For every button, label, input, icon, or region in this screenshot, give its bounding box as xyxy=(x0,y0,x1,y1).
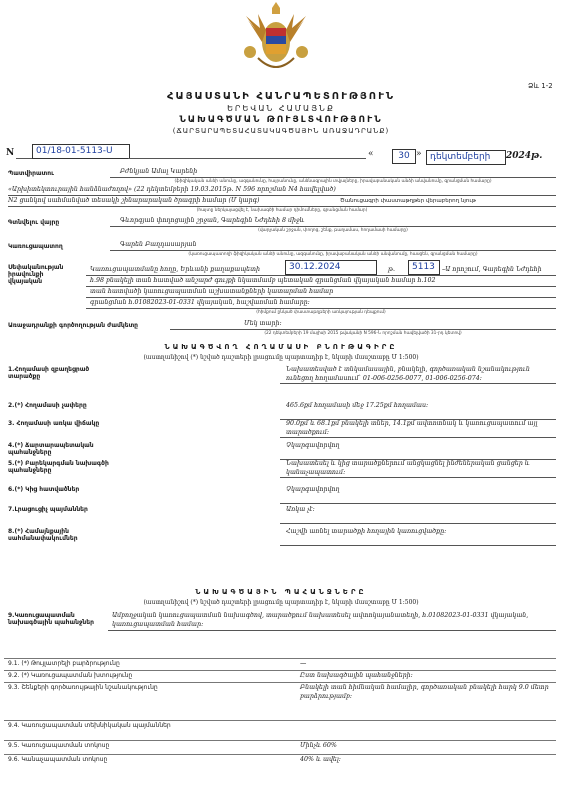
country-heading: ՀԱՅԱՍՏԱՆԻ ՀԱՆՐԱՊԵՏՈՒԹՅՈՒՆ xyxy=(166,91,396,102)
cert-date: 30.12.2024 xyxy=(285,260,377,275)
permit-month: դեկտեմբերի xyxy=(426,150,506,165)
section1-item-value: Չկարգավորվող xyxy=(286,442,340,449)
document-subtitle: (ՃԱՐՏԱՐԱՊԵՏԱՀԱՏԱԿԱԳԾԱՅԻՆ ԱՌԱՋԱԴՐԱՆՔ) xyxy=(172,127,390,135)
permit-number: 01/18-01-5113-Ս xyxy=(32,144,130,159)
customer-label: Պատվիրատու xyxy=(8,170,54,177)
permit-day: 30 xyxy=(392,149,416,164)
quote-open: « xyxy=(368,149,374,159)
section2-row-value: — xyxy=(300,660,307,667)
number-prefix: N xyxy=(6,148,15,158)
section2-row-value: Մինչև 60% xyxy=(300,742,337,749)
section1-item-label: 8.(*) Համայնքային սահմանափակումներ xyxy=(8,528,78,542)
basis-right: Ծանուցագրի փաստաթղթեր վերաբերող նյութ xyxy=(340,198,476,204)
cert-value-3: տան հատվածի կառուցապատման աշխատանքների կատարման համար xyxy=(90,288,334,295)
basis-value: «Արխիտեկտուրային հանձնաժողով» (22 դեկտեմբերի 19.03.2015թ. N 596 որոշման N4 հավելված) xyxy=(8,186,336,193)
basis-value-2: N2 ցանկով սահմանված տեսակի շինարարական ծրագրի համար (Մ կարգ) xyxy=(8,197,260,204)
section2-row-value: Բնակելի տան հիմնական համալիր, գործառական բնակելի հարկ 9.0 մետր բարձրությամբ: xyxy=(300,684,549,700)
section2-row-label: 9.2. (*) Կառուցապատման խտությունը xyxy=(8,672,133,679)
permit-year: 2024թ. xyxy=(506,151,543,161)
basis-note: (հայտը ներկայացվել է, նախագծի համար դիմումները, գրանցման համար) xyxy=(196,208,368,213)
urban-note: (22 դեկտեմբերի 19 մայիսի 2015 թվականի N 596-Ն որոշման հավելվածի 31-րդ կետով) xyxy=(264,331,462,336)
cert-value-1b: –Ա որոշում, Գարեգին Նժդեհի xyxy=(442,266,542,273)
section1-item-label: 6.(*) Կից հատվածներ xyxy=(8,486,80,493)
location-value: Գևորգյան փողոցային շրջան, Գարեգին Նժդեհի 8 միջև xyxy=(120,217,305,224)
section1-item-label: 4.(*) Ճարտարապետական պահանջները xyxy=(8,442,94,456)
city-heading: ԵՐԵՎԱՆ ՀԱՄԱՅՆՔ xyxy=(227,104,335,113)
section1-item-value: Չկարգավորվող xyxy=(286,486,340,493)
cert-value-4: գրանցման հ.01082023-01-0331 վկայական, հաշվառման համարը: xyxy=(90,299,310,306)
section1-item-value: 90.0քմ և 68.1քմ բնակելի տներ, 14.1քմ ավտոտնակ և կառուցապատում այլ տարածքում: xyxy=(286,420,538,436)
section1-item-label: 7.Լրացուցիչ պայմաններ xyxy=(8,506,88,513)
cert-num-prefix: թ. xyxy=(388,266,395,273)
section1-item-value: Հաշվի առնել տարածքի հողային կառուցվածքը: xyxy=(286,528,447,535)
section2-row-value: 40% և ավել: xyxy=(300,756,341,763)
section1-item-value: 465.6քմ հողամասի մեջ 17.25քմ հողամաս: xyxy=(286,402,429,409)
urban-value: Մեկ տարի: xyxy=(244,320,282,327)
armenian-coat-of-arms-icon xyxy=(236,2,316,76)
item9-value: Ամբողջական կառուցապատման նախագծով, տարածքում նախատեսել ավտոկայանատեղի, հ.01082023-01-0331 վկայական, կառուցապատման համար: xyxy=(112,612,529,628)
section1-item-label: 2.(*) Հողամասի չափերը xyxy=(8,402,87,409)
item9-label: 9.Կառուցապատման նախագծային պահանջներ xyxy=(8,612,94,626)
customer-note: (ֆիզիկական անձի անունը, ազգանունը, հայրանունը, անձնագրային տվյալները, իրավաբանական անձի անվանումը, գրանցման համարը) xyxy=(174,179,492,184)
urban-label: Առաջադրանքի գործողության ժամկետը xyxy=(8,322,139,329)
section2-row-label: 9.3. Շենքերի գործառույթային նշանակությունը xyxy=(8,684,158,691)
cert-note: (հիմքում ընկած փաստաթղթերի առկայության դեպքում) xyxy=(256,310,386,315)
quote-close: » xyxy=(416,149,422,159)
owner-note: (կառուցապատողի ֆիզիկական անձի անունը, ազգանունը, իրավաբանական անձի անվանումը, հասցեն, գրանցման համարը) xyxy=(188,252,478,257)
section2-row-label: 9.4. Կառուցապատման տեխնիկական պայմաններ xyxy=(8,722,171,729)
section1-item-label: 3. Հողամասի առկա վիճակը xyxy=(8,420,100,427)
section1-note: (աստղանիշով (*) նշված դաշտերի լրացումը պարտադիր է, նկարի մասշտաբը Մ 1:500) xyxy=(143,354,419,361)
section1-title: ՆԱԽԱԳԾՎՈՂ ՀՈՂԱՄԱՍԻ ԲՆՈՒԹԱԳԻՐԸ xyxy=(164,343,398,351)
location-label: Գտնվելու վայրը xyxy=(8,219,60,226)
document-title: ՆԱԽԱԳԾՄԱՆ ԹՈՒՅԼՏՎՈՒԹՅՈՒՆ xyxy=(179,115,383,125)
location-note: (վարչական շրջան, փողոց, շենք, թաղամաս, հողամասի համարը) xyxy=(258,228,408,233)
section1-item-label: 5.(*) Բարեկարգման նախագծի պահանջները xyxy=(8,460,109,474)
section2-title: ՆԱԽԱԳԾԱՅԻՆ ՊԱՀԱՆՋՆԵՐԸ xyxy=(195,588,367,596)
section1-item-label: 1.Հողամասի զբաղեցրած տարածքը xyxy=(8,366,90,380)
section2-row-value: Ըստ նախագծային պահանջների: xyxy=(300,672,413,679)
cert-value-2: հ.98 բնակելի տան հատված անշարժ գույքի նկատմամբ պետական գրանցման վկայական համար հ.102 xyxy=(90,277,436,284)
cert-value-1: Կառուցապատմանը հողը, Երևանի քաղաքապետի xyxy=(90,266,260,273)
cert-number: 5113 xyxy=(408,260,440,275)
form-code: Ձև 1-2 xyxy=(528,82,553,90)
section2-row-label: 9.6. Կանաչապատման տոկոսը xyxy=(8,756,108,763)
section2-row-label: 9.5. Կառուցապատման տոկոսը xyxy=(8,742,110,749)
section2-row-label: 9.1. (*) Թույլատրելի բարձրությունը xyxy=(8,660,120,667)
cert-label: Սեփականության իրավունքի վկայական xyxy=(8,264,64,285)
section2-note: (աստղանիշով (*) նշված դաշտերի լրացումը պարտադիր է, նկարի մասշտաբը Մ 1:500) xyxy=(143,599,419,606)
section1-item-value: Առկա չէ: xyxy=(286,506,315,513)
section1-item-value: Նախատեսված է տնկամասային, բնակելի, գործառական նշանակություն ունեցող հողամասում՝ 01-006-0256-0077, 01-006-0256-074: xyxy=(286,366,530,382)
owner-value: Գարեն Բաղդասարյան xyxy=(120,241,197,248)
section1-item-value: Նախատեսել և կից տարածքներում անցկացնել ինժեներական ցանցեր և կանաչապատում: xyxy=(286,460,530,476)
owner-label: Կառուցապատող xyxy=(8,243,63,250)
customer-value: Բժնկյան Ամալ Կարենի xyxy=(120,168,198,175)
